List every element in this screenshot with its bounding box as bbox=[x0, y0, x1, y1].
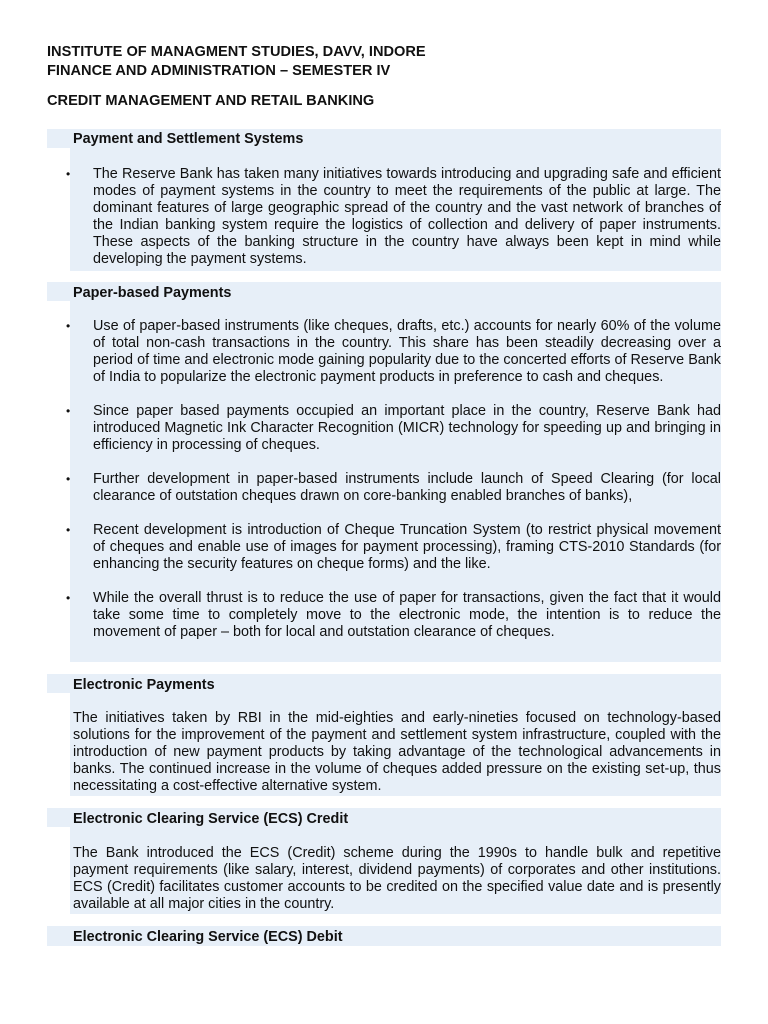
document-header bbox=[47, 43, 727, 111]
section-title-paper-based: Paper-based Payments bbox=[73, 285, 232, 301]
list-item bbox=[62, 318, 721, 386]
list-item bbox=[62, 471, 721, 505]
section-title-payment-settlement: Payment and Settlement Systems bbox=[73, 131, 304, 147]
bullet-icon: • bbox=[66, 167, 71, 181]
bullet-list-payment-settlement bbox=[62, 166, 721, 285]
bullet-icon: • bbox=[66, 523, 71, 537]
shade-tab bbox=[47, 129, 71, 148]
list-item bbox=[62, 522, 721, 573]
list-item-text: Further development in paper-based instruments include launch of Speed Clearing (for local clearance of outstation cheques drawn on core-banking enabled branches of banks), bbox=[93, 471, 721, 504]
section-title-ecs-credit: Electronic Clearing Service (ECS) Credit bbox=[73, 811, 349, 827]
bullet-icon: • bbox=[66, 404, 71, 418]
course-title: CREDIT MANAGEMENT AND RETAIL BANKING bbox=[47, 93, 375, 109]
institute-name: INSTITUTE OF MANAGMENT STUDIES, DAVV, INDORE bbox=[47, 44, 426, 60]
list-item-text: Recent development is introduction of Cheque Truncation System (to restrict physical movement of cheques and enable use of images for payment processing), framing CTS-2010 Standards (for enhancing the security features on cheque forms) and the like. bbox=[93, 522, 721, 572]
bullet-list-paper-based bbox=[62, 318, 721, 658]
section-title-electronic: Electronic Payments bbox=[73, 677, 215, 693]
paragraph-ecs-credit: The Bank introduced the ECS (Credit) scheme during the 1990s to handle bulk and repetitive payment requirements (like salary, interest, dividend payments) of corporates and other institutions. ECS (Credit) facilitates customer accounts to be credited on the specified value date and is presently available at all major cities in the country. bbox=[73, 845, 721, 912]
shade-tab bbox=[47, 926, 71, 946]
section-title-ecs-debit: Electronic Clearing Service (ECS) Debit bbox=[73, 929, 343, 945]
list-item bbox=[62, 166, 721, 268]
paragraph-electronic: The initiatives taken by RBI in the mid-eighties and early-nineties focused on technology-based solutions for the improvement of the payment and settlement system infrastructure, coupled with the introduction of new payment products by taking advantage of the technological advancements in banks. The continued increase in the volume of cheques added pressure on the existing set-up, thus necessitating a cost-effective alternative system. bbox=[73, 710, 721, 794]
list-item-text: The Reserve Bank has taken many initiatives towards introducing and upgrading safe and efficient modes of payment systems in the country to meet the requirements of the public at large. The dominant features of large geographic spread of the country and the vast network of branches of the Indian banking system require the logistics of collection and delivery of paper instruments. These aspects of the banking structure in the country have always been kept in mind while developing the payment systems. bbox=[93, 166, 721, 267]
shade-tab bbox=[47, 674, 71, 693]
bullet-icon: • bbox=[66, 319, 71, 333]
bullet-icon: • bbox=[66, 472, 71, 486]
list-item bbox=[62, 590, 721, 641]
bullet-icon: • bbox=[66, 591, 71, 605]
list-item bbox=[62, 403, 721, 454]
shade-tab bbox=[47, 808, 71, 827]
list-item-text: While the overall thrust is to reduce the use of paper for transactions, given the fact that it would take some time to completely move to the electronic mode, the intention is to reduce the movement of paper – both for local and outstation clearance of cheques. bbox=[93, 590, 721, 640]
list-item-text: Use of paper-based instruments (like cheques, drafts, etc.) accounts for nearly 60% of the volume of total non-cash transactions in the country. This share has been steadily decreasing over a period of time and electronic mode gaining popularity due to the concerted efforts of Reserve Bank of India to popularize the electronic payment products in preference to cash and cheques. bbox=[93, 318, 721, 385]
program-name: FINANCE AND ADMINISTRATION – SEMESTER IV bbox=[47, 62, 391, 79]
list-item-text: Since paper based payments occupied an important place in the country, Reserve Bank had introduced Magnetic Ink Character Recognition (MICR) technology for speeding up and bringing in efficiency in processing of cheques. bbox=[93, 403, 721, 453]
